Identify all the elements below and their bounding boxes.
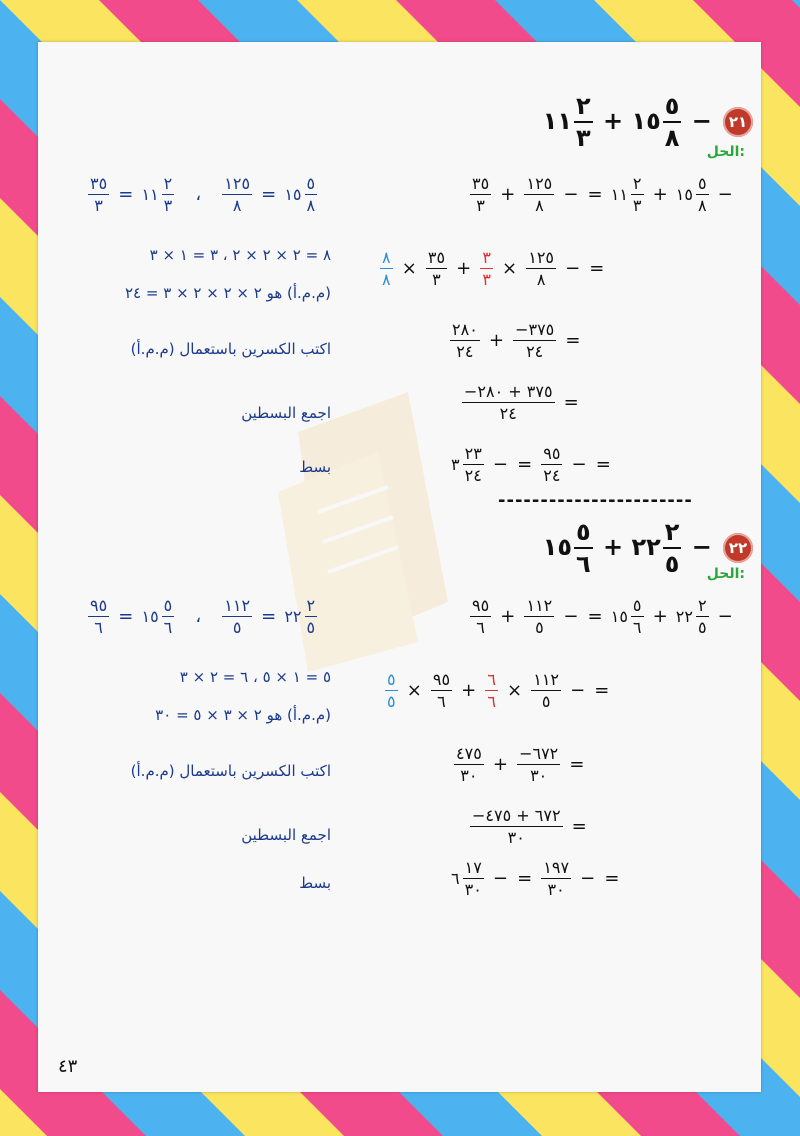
p22-conversion-note: [86, 596, 319, 637]
plus-sign: +: [652, 184, 668, 205]
whole-number: ١٥: [631, 107, 661, 135]
p21-step4-equation: [460, 382, 581, 423]
minus-sign: −: [691, 533, 712, 561]
worksheet-page: [38, 42, 761, 1092]
equals-sign: =: [587, 184, 603, 205]
minus-sign: −: [565, 258, 581, 279]
numerator: ١١٢: [533, 670, 559, 689]
whole-number: ٢٢: [675, 607, 693, 626]
minus-sign: −: [571, 454, 587, 475]
numerator: ٥: [387, 670, 396, 689]
numerator: ٩٥: [90, 596, 108, 615]
plus-sign: +: [603, 533, 624, 561]
numerator: ٥: [632, 596, 642, 615]
whole-number: ١٥: [542, 533, 572, 561]
equals-sign: =: [571, 816, 587, 837]
denominator: ٢٤: [543, 466, 561, 485]
minus-sign: −: [580, 868, 596, 889]
whole-number: ١١: [542, 107, 572, 135]
numerator: −٣٧٥ + ٢٨٠: [464, 382, 553, 401]
p21-step4-label: اجمع البسطين: [241, 404, 331, 422]
numerator: ٢: [163, 174, 173, 193]
whole-number: ٢٢: [631, 533, 661, 561]
denominator: ٨: [222, 194, 252, 215]
p22-step3-label: اكتب الكسرين باستعمال (م.م.أ): [130, 762, 331, 780]
equals-sign: =: [595, 454, 611, 475]
equals-sign: =: [517, 868, 533, 889]
p21-step3-equation: [448, 320, 582, 361]
equals-sign: =: [569, 754, 585, 775]
p21-factor-note: ٨ = ٢ × ٢ × ٢ ، ٣ = ١ × ٣: [149, 246, 331, 264]
numerator: ٢٨٠: [452, 320, 478, 339]
minus-sign: −: [563, 184, 579, 205]
numerator: ٣٥: [90, 174, 108, 193]
denominator: ٢٤: [464, 466, 482, 485]
denominator: ٥: [697, 618, 707, 637]
problem-22-expression: [543, 518, 712, 578]
numerator: ٢٣: [464, 444, 482, 463]
minus-sign: −: [691, 107, 712, 135]
denominator: ٥: [524, 616, 554, 637]
p22-lcm-note: (م.م.أ) هو ٢ × ٣ × ٥ = ٣٠: [155, 706, 331, 724]
equals-sign: =: [118, 184, 134, 205]
equals-sign: =: [587, 606, 603, 627]
denominator: ٨: [524, 194, 554, 215]
minus-sign: −: [570, 680, 586, 701]
minus-sign: −: [492, 868, 508, 889]
denominator: ٥: [531, 690, 561, 711]
denominator: ٨: [526, 268, 556, 289]
denominator: ٣: [632, 196, 642, 215]
times-sign: ×: [507, 680, 523, 701]
denominator: ٣: [163, 196, 173, 215]
whole-number: ١٥: [141, 607, 159, 626]
numerator: ٥: [664, 92, 680, 120]
denominator: ٦: [88, 616, 109, 637]
denominator: ٣: [88, 194, 109, 215]
plus-sign: +: [488, 330, 504, 351]
denominator: ٦: [431, 690, 452, 711]
numerator: ٩٥: [432, 670, 451, 689]
p21-step5-equation: [450, 444, 613, 485]
p22-step1-equation: [468, 596, 735, 637]
p22-step4-label: اجمع البسطين: [241, 826, 331, 844]
whole-number: ١٥: [675, 185, 693, 204]
plus-sign: +: [461, 680, 477, 701]
p22-factor-note: ٥ = ١ × ٥ ، ٦ = ٢ × ٣: [179, 668, 331, 686]
minus-sign: −: [717, 184, 733, 205]
denominator: ٢٤: [462, 402, 555, 423]
numerator: ٢: [697, 596, 707, 615]
denominator: ٦: [163, 618, 173, 637]
denominator: ٣: [470, 194, 491, 215]
problem-number-badge: ٢١: [723, 107, 753, 137]
solution-label: الحل:: [706, 566, 745, 582]
numerator: ٥: [163, 596, 173, 615]
denominator: ٣٠: [541, 878, 571, 899]
p22-step4-equation: [468, 806, 589, 847]
equals-sign: =: [565, 330, 581, 351]
p22-step5-label: بسط: [299, 874, 331, 892]
times-sign: ×: [406, 680, 422, 701]
numerator: ٦: [487, 670, 496, 689]
denominator: ٨: [663, 121, 682, 152]
numerator: −٦٧٢: [519, 744, 559, 763]
numerator: ٣٥: [472, 174, 490, 193]
whole-number: ١٥: [610, 607, 628, 626]
p21-step5-label: بسط: [299, 458, 331, 476]
numerator: ٣٥: [427, 248, 446, 267]
denominator: ٢٤: [450, 340, 480, 361]
section-divider: -----------------------: [498, 490, 693, 511]
plus-sign: +: [500, 184, 516, 205]
denominator: ٣: [482, 270, 491, 289]
denominator: ٣: [426, 268, 447, 289]
equals-sign: =: [604, 868, 620, 889]
numerator: ١٢٥: [528, 248, 554, 267]
numerator: ٩٥: [543, 444, 561, 463]
denominator: ٣٠: [464, 880, 482, 899]
numerator: ١٩٧: [543, 858, 570, 877]
denominator: ٣٠: [470, 826, 563, 847]
numerator: −٦٧٢ + ٤٧٥: [472, 806, 561, 825]
separator-comma: ،: [195, 184, 202, 205]
numerator: ٥: [576, 518, 591, 546]
numerator: ٤٧٥: [456, 744, 482, 763]
whole-number: ١٥: [284, 185, 302, 204]
equals-sign: =: [261, 606, 277, 627]
minus-sign: −: [492, 454, 508, 475]
whole-number: ١١: [141, 185, 159, 204]
denominator: ٨: [306, 196, 316, 215]
times-sign: ×: [401, 258, 417, 279]
equals-sign: =: [563, 392, 579, 413]
equals-sign: =: [517, 454, 533, 475]
denominator: ٦: [632, 618, 642, 637]
p21-step3-label: اكتب الكسرين باستعمال (م.م.أ): [130, 340, 331, 358]
denominator: ٣٠: [454, 764, 484, 785]
p21-step1-equation: [468, 174, 735, 215]
separator-comma: ،: [195, 606, 202, 627]
denominator: ٨: [382, 270, 391, 289]
denominator: ٣٠: [517, 764, 560, 785]
minus-sign: −: [717, 606, 733, 627]
problem-21-expression: [543, 92, 712, 152]
numerator: ١٢٥: [526, 174, 553, 193]
numerator: ٣: [482, 248, 491, 267]
denominator: ٢٤: [513, 340, 556, 361]
numerator: ٢: [632, 174, 642, 193]
plus-sign: +: [652, 606, 668, 627]
p21-step2-equation: [378, 248, 606, 289]
denominator: ٦: [487, 692, 496, 711]
problem-21-header: [543, 92, 753, 152]
page-number: ٤٣: [58, 1056, 78, 1077]
numerator: ١١٢: [224, 596, 251, 615]
minus-sign: −: [563, 606, 579, 627]
numerator: ٩٥: [472, 596, 490, 615]
denominator: ٥: [306, 618, 316, 637]
denominator: ٦: [470, 616, 491, 637]
whole-number: ٣: [451, 455, 460, 474]
equals-sign: =: [589, 258, 605, 279]
times-sign: ×: [502, 258, 518, 279]
problem-number-badge: ٢٢: [723, 533, 753, 563]
numerator: ٥: [306, 174, 316, 193]
p22-step3-equation: [452, 744, 586, 785]
denominator: ٥: [387, 692, 396, 711]
p22-step5-equation: [450, 858, 621, 899]
equals-sign: =: [594, 680, 610, 701]
numerator: ٥: [697, 174, 707, 193]
numerator: ١١٢: [526, 596, 553, 615]
numerator: ٨: [382, 248, 391, 267]
numerator: ١٧: [464, 858, 482, 877]
denominator: ٥: [663, 547, 682, 578]
p22-step2-equation: [383, 670, 611, 711]
denominator: ٥: [222, 616, 252, 637]
denominator: ٨: [697, 196, 707, 215]
denominator: ٦: [574, 547, 593, 578]
plus-sign: +: [492, 754, 508, 775]
numerator: ٢: [306, 596, 316, 615]
denominator: ٣: [574, 121, 593, 152]
numerator: ٢: [576, 92, 591, 120]
whole-number: ٢٢: [284, 607, 302, 626]
equals-sign: =: [261, 184, 277, 205]
numerator: −٣٧٥: [515, 320, 555, 339]
numerator: ٢: [664, 518, 680, 546]
p21-lcm-note: (م.م.أ) هو ٢ × ٢ × ٢ × ٣ = ٢٤: [125, 284, 331, 302]
solution-label: الحل:: [706, 144, 745, 160]
equals-sign: =: [118, 606, 134, 627]
plus-sign: +: [456, 258, 472, 279]
whole-number: ١١: [610, 185, 628, 204]
numerator: ١٢٥: [224, 174, 251, 193]
plus-sign: +: [603, 107, 624, 135]
whole-number: ٦: [451, 869, 460, 888]
p21-conversion-note: [86, 174, 319, 215]
plus-sign: +: [500, 606, 516, 627]
